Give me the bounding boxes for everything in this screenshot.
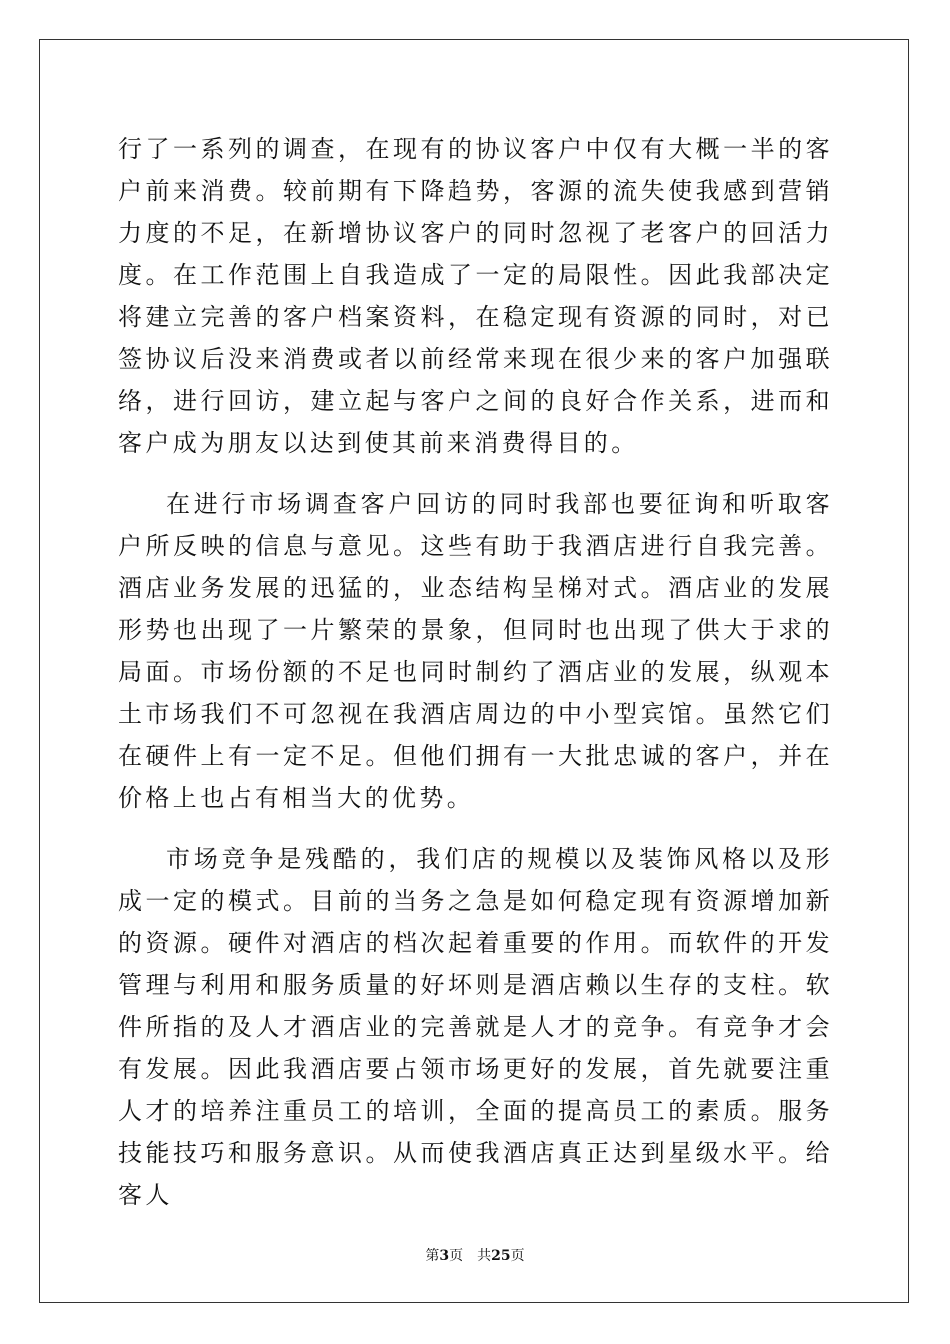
paragraph-3: 市场竞争是残酷的，我们店的规模以及装饰风格以及形成一定的模式。目前的当务之急是如何稳定现有资源增加新的资源。硬件对酒店的档次起着重要的作用。而软件的开发管理与利用和服务质量的好坏则是酒店赖以生存的支柱。软件所指的及人才酒店业的完善就是人才的竞争。有竞争才会有发展。因此我酒店要占领市场更好的发展，首先就要注重人才的培养注重员工的培训，全面的提高员工的素质。服务技能技巧和服务意识。从而使我酒店真正达到星级水平。给客人	[118, 845, 833, 1209]
document-body	[118, 128, 833, 1216]
page-number: 3	[439, 1248, 450, 1264]
paragraph-1: 行了一系列的调查，在现有的协议客户中仅有大概一半的客户前来消费。较前期有下降趋势，客源的流失使我感到营销力度的不足，在新增协议客户的同时忽视了老客户的回活力度。在工作范围上自我造成了一定的局限性。因此我部决定将建立完善的客户档案资料，在稳定现有资源的同时，对已签协议后没来消费或者以前经常来现在很少来的客户加强联络，进行回访，建立起与客户之间的良好合作关系，进而和客户成为朋友以达到使其前来消费得目的。	[118, 135, 833, 457]
page-suffix: 页	[449, 1248, 464, 1264]
total-prefix: 共	[477, 1248, 492, 1264]
page-footer	[0, 1245, 950, 1265]
total-suffix: 页	[510, 1248, 525, 1264]
paragraph-2: 在进行市场调查客户回访的同时我部也要征询和听取客户所反映的信息与意见。这些有助于我酒店进行自我完善。酒店业务发展的迅猛的，业态结构呈梯对式。酒店业的发展形势也出现了一片繁荣的景象，但同时也出现了供大于求的局面。市场份额的不足也同时制约了酒店业的发展，纵观本土市场我们不可忽视在我酒店周边的中小型宾馆。虽然它们在硬件上有一定不足。但他们拥有一大批忠诚的客户，并在价格上也占有相当大的优势。	[118, 490, 833, 812]
total-pages: 25	[491, 1248, 511, 1264]
page-prefix: 第	[425, 1248, 440, 1264]
